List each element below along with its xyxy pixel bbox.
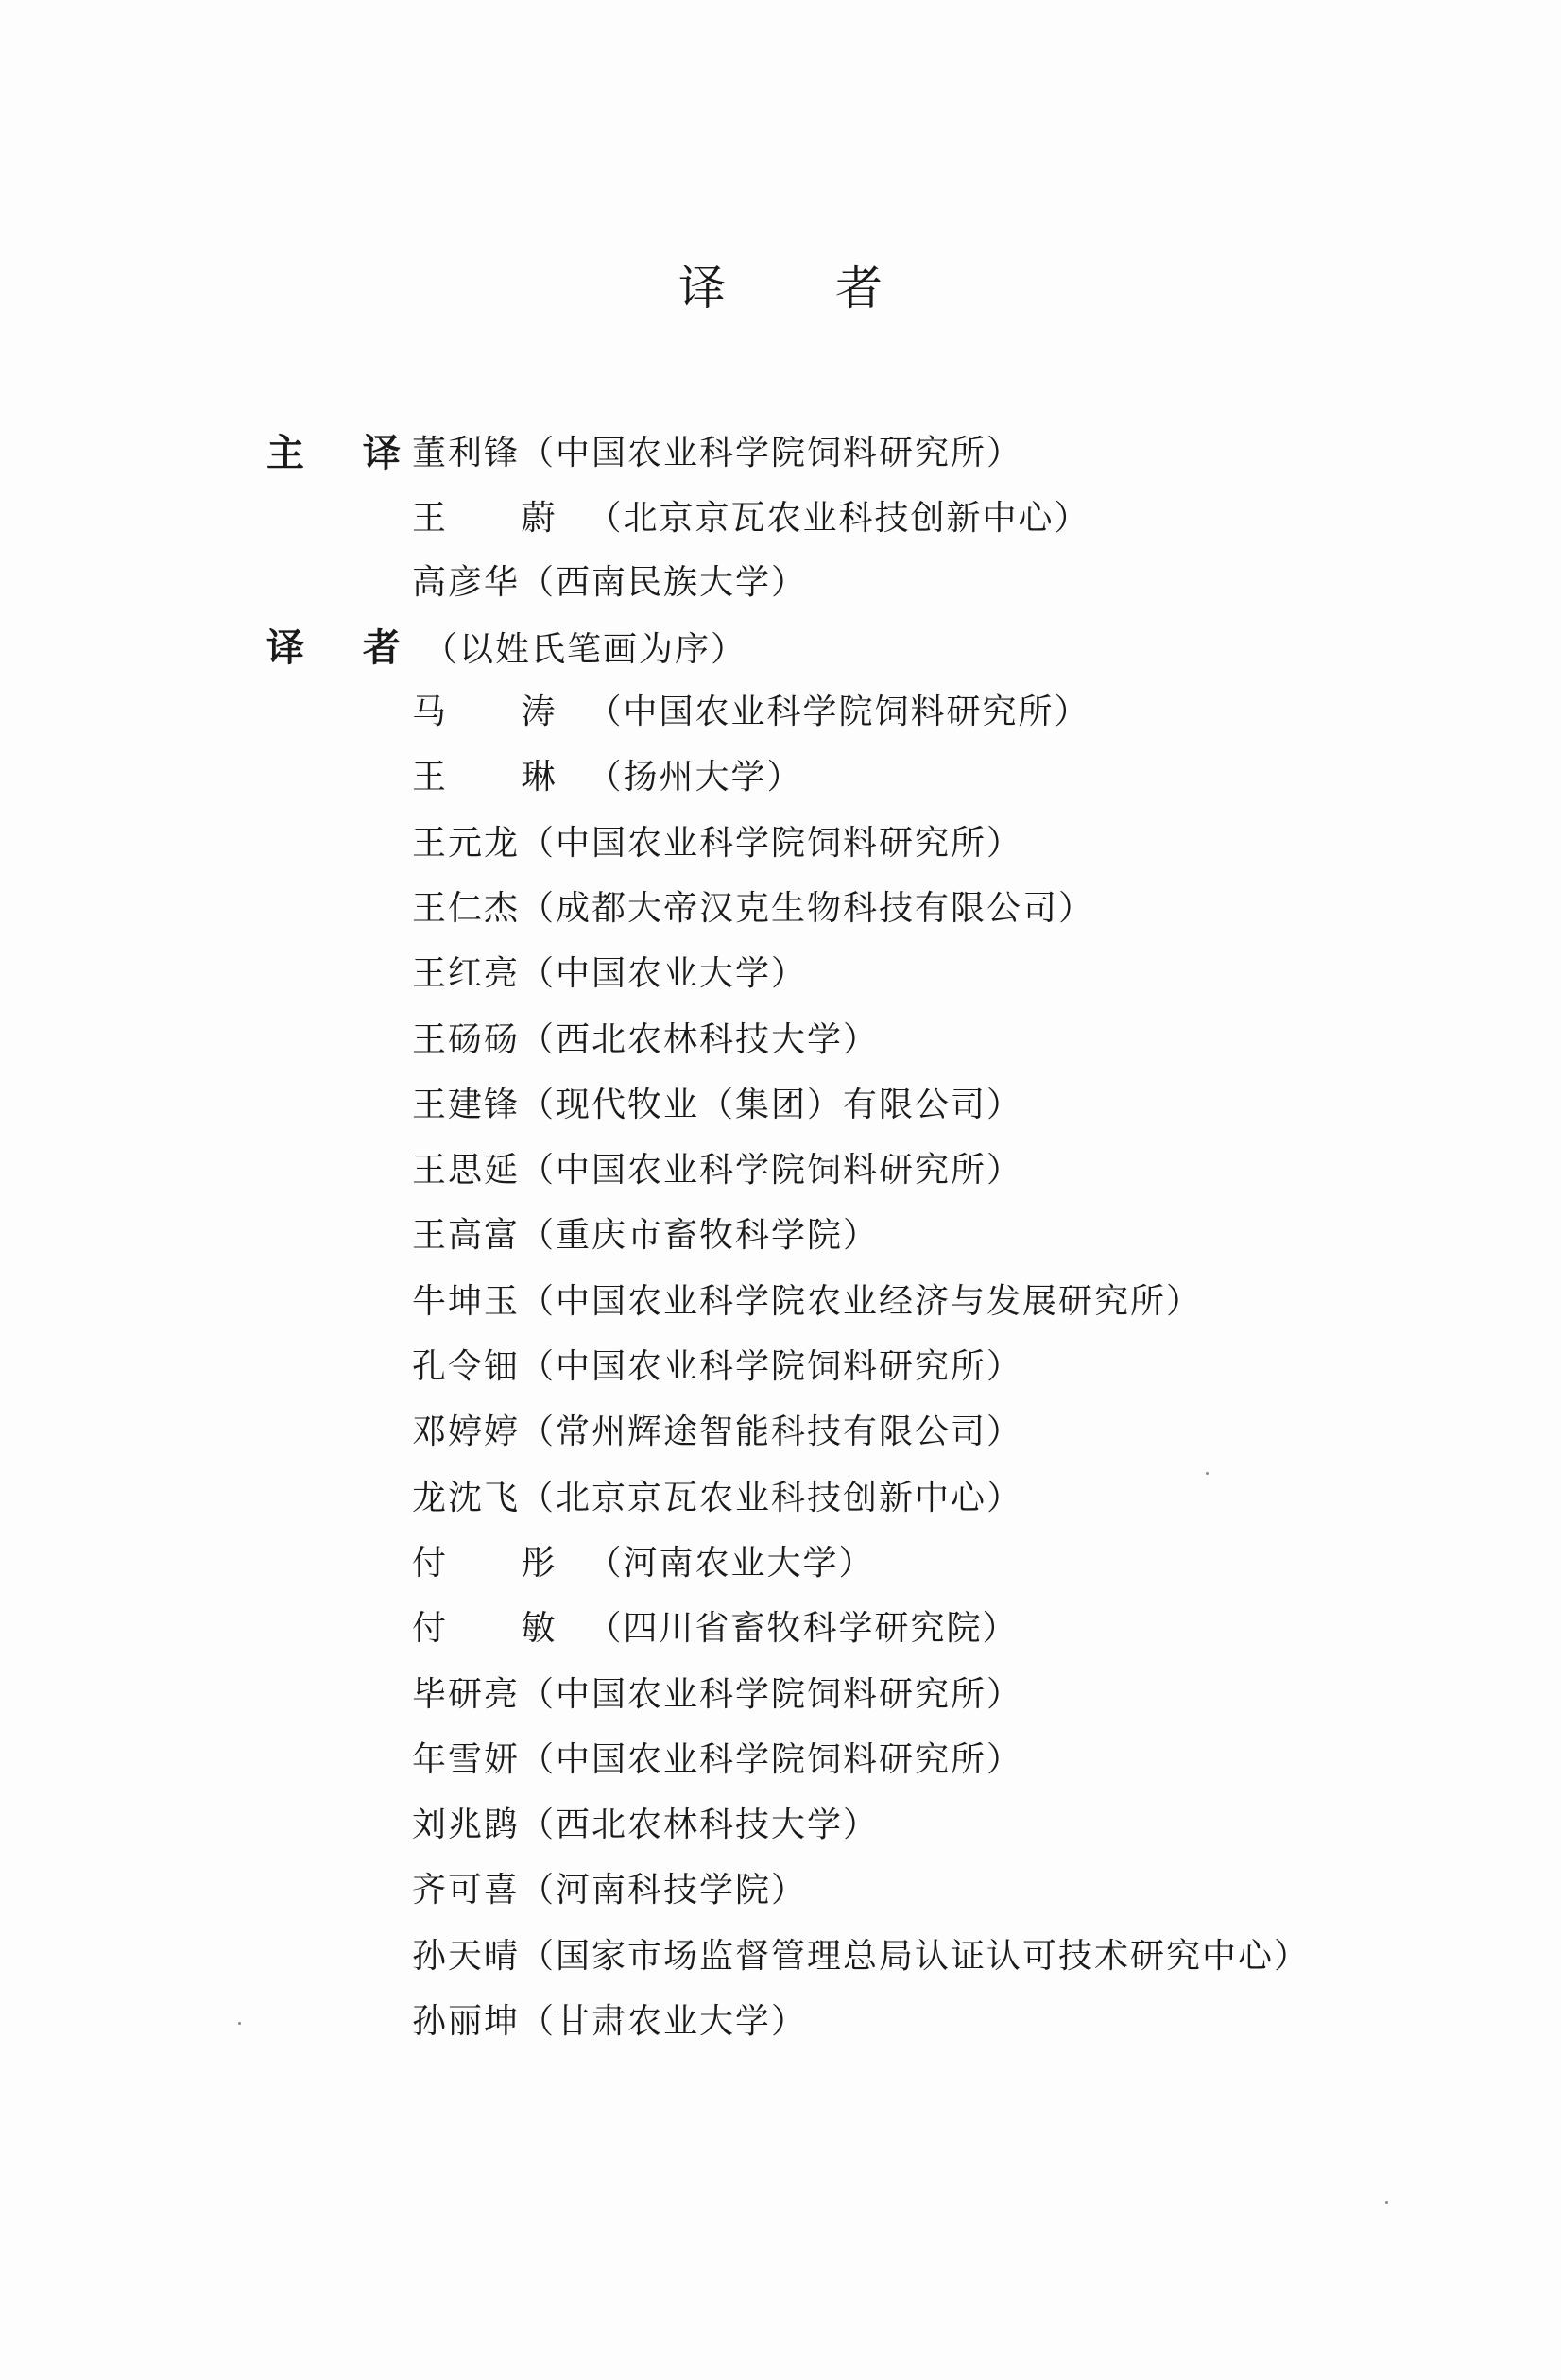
translators-order-note: （以姓氏笔画为序） — [422, 630, 746, 669]
translator-entry — [412, 1928, 1310, 1985]
translator-name: 王 蔚 — [412, 498, 588, 538]
translators-heading — [266, 620, 746, 678]
translators-label: 译 者 — [266, 626, 423, 670]
translator-name: 孙天晴 — [412, 1936, 521, 1976]
translator-affiliation: （河南农业大学） — [587, 1543, 875, 1583]
translator-affiliation: （国家市场监督管理总局认证认可技术研究中心） — [520, 1936, 1311, 1976]
translator-affiliation: （西北农林科技大学） — [520, 1019, 880, 1059]
translator-name: 刘兆鹍 — [412, 1806, 521, 1845]
translator-affiliation: （扬州大学） — [587, 758, 803, 797]
translator-name: 毕研亮 — [412, 1674, 521, 1714]
translator-affiliation: （北京京瓦农业科技创新中心） — [520, 1478, 1023, 1517]
translator-name: 王高富 — [412, 1216, 521, 1256]
translator-name: 邓婷婷 — [412, 1413, 521, 1452]
translator-entry — [412, 1535, 874, 1592]
scan-speck — [1385, 2201, 1388, 2204]
translator-name: 王元龙 — [412, 823, 521, 863]
translator-affiliation: （中国农业科学院饲料研究所） — [520, 1674, 1023, 1714]
translator-name: 龙沈飞 — [412, 1478, 521, 1517]
translator-name: 王 琳 — [412, 758, 588, 797]
translator-entry — [412, 1994, 807, 2050]
translator-entry — [412, 425, 1022, 482]
translator-affiliation: （现代牧业（集团）有限公司） — [520, 1085, 1023, 1124]
translator-affiliation: （甘肃农业大学） — [520, 2002, 808, 2041]
translator-entry — [412, 1077, 1022, 1134]
translator-name: 付 彤 — [412, 1543, 588, 1583]
translator-entry — [412, 1862, 807, 1919]
translator-affiliation: （四川省畜牧科学研究院） — [587, 1609, 1019, 1649]
translator-name: 齐可喜 — [412, 1871, 521, 1910]
translator-name: 牛坤玉 — [412, 1281, 521, 1321]
translator-entry — [412, 1470, 1022, 1527]
translator-entry — [412, 1404, 1022, 1461]
translator-name: 董利锋 — [412, 434, 521, 472]
translator-entry — [412, 1601, 1018, 1657]
translator-name: 王思延 — [412, 1151, 521, 1190]
translator-entry — [412, 1797, 879, 1854]
translator-affiliation: （重庆市畜牧科学院） — [520, 1216, 880, 1256]
translator-affiliation: （中国农业科学院饲料研究所） — [520, 1151, 1023, 1190]
translator-affiliation: （中国农业科学院饲料研究所） — [520, 434, 1023, 472]
translator-entry — [412, 1274, 1202, 1330]
translator-name: 高彦华 — [412, 563, 521, 603]
translator-entry — [412, 1207, 879, 1264]
translator-affiliation: （中国农业科学院饲料研究所） — [520, 823, 1023, 863]
translator-affiliation: （西北农林科技大学） — [520, 1806, 880, 1845]
scan-speck — [238, 2022, 241, 2025]
translator-name: 王红亮 — [412, 954, 521, 994]
translator-entry — [412, 684, 1089, 741]
translator-name: 孙丽坤 — [412, 2002, 521, 2041]
translator-entry — [412, 1142, 1022, 1199]
translator-entry — [412, 1667, 1022, 1723]
translator-name: 王仁杰 — [412, 888, 521, 928]
translator-name: 王建锋 — [412, 1085, 521, 1124]
translator-affiliation: （中国农业科学院饲料研究所） — [520, 1347, 1023, 1386]
translator-affiliation: （西南民族大学） — [520, 563, 808, 603]
translator-affiliation: （成都大帝汉克生物科技有限公司） — [520, 888, 1095, 928]
translator-entry — [412, 749, 802, 806]
translator-affiliation: （常州辉途智能科技有限公司） — [520, 1413, 1023, 1452]
translator-affiliation: （中国农业大学） — [520, 954, 808, 994]
translator-affiliation: （中国农业科学院农业经济与发展研究所） — [520, 1281, 1203, 1321]
translator-entry — [412, 815, 1022, 872]
translator-name: 年雪妍 — [412, 1739, 521, 1779]
translator-affiliation: （河南科技学院） — [520, 1871, 808, 1910]
translator-name: 孔令钿 — [412, 1347, 521, 1386]
translator-name: 马 涛 — [412, 693, 588, 731]
translator-entry — [412, 1732, 1022, 1789]
translator-entry — [412, 555, 807, 611]
translator-entry — [412, 1339, 1022, 1395]
translator-entry — [412, 490, 1089, 547]
chief-translators-heading: 主 译 — [266, 432, 423, 475]
translator-entry — [412, 881, 1094, 937]
translator-affiliation: （中国农业科学院饲料研究所） — [520, 1739, 1023, 1779]
translator-entry — [412, 946, 807, 1002]
translator-name: 付 敏 — [412, 1609, 588, 1649]
page-title: 译 者 — [678, 261, 930, 316]
scan-speck — [1206, 1472, 1209, 1475]
translator-entry — [412, 1012, 879, 1069]
translator-name: 王砀砀 — [412, 1019, 521, 1059]
translator-affiliation: （中国农业科学院饲料研究所） — [587, 693, 1090, 731]
translator-affiliation: （北京京瓦农业科技创新中心） — [587, 498, 1090, 538]
